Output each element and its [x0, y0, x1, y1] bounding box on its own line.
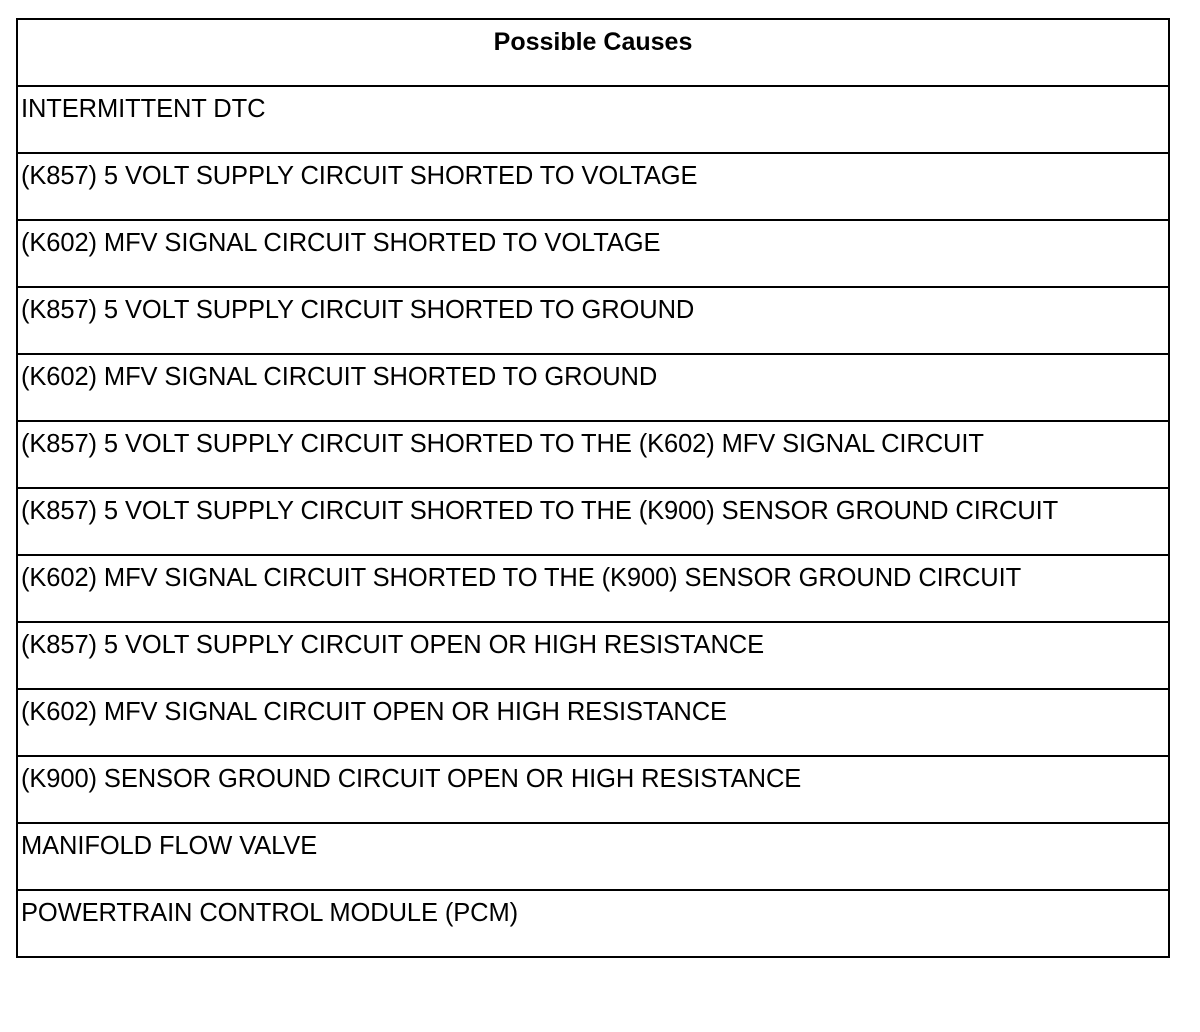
table-row [17, 421, 1169, 488]
table-row [17, 823, 1169, 890]
table-row [17, 287, 1169, 354]
table-row [17, 689, 1169, 756]
table-cell [17, 153, 1169, 220]
table-cell [17, 555, 1169, 622]
cause-text: (K857) 5 VOLT SUPPLY CIRCUIT SHORTED TO GROUND [21, 296, 695, 324]
table-header [17, 19, 1169, 86]
table-cell [17, 287, 1169, 354]
table-row [17, 555, 1169, 622]
table-row [17, 354, 1169, 421]
table-row [17, 890, 1169, 957]
table-cell [17, 354, 1169, 421]
table-cell [17, 823, 1169, 890]
cause-text: (K602) MFV SIGNAL CIRCUIT OPEN OR HIGH RESISTANCE [21, 698, 727, 726]
header-row [17, 19, 1169, 86]
cause-text: MANIFOLD FLOW VALVE [21, 832, 318, 860]
cause-text: (K602) MFV SIGNAL CIRCUIT SHORTED TO GROUND [21, 363, 658, 391]
table-cell [17, 689, 1169, 756]
table-cell [17, 220, 1169, 287]
table-cell [17, 86, 1169, 153]
cause-text: (K857) 5 VOLT SUPPLY CIRCUIT OPEN OR HIGH RESISTANCE [21, 631, 764, 659]
table-body [17, 86, 1169, 957]
cause-text: (K602) MFV SIGNAL CIRCUIT SHORTED TO THE (K900) SENSOR GROUND CIRCUIT [21, 564, 1022, 592]
table-cell [17, 488, 1169, 555]
header-cell [17, 19, 1169, 86]
table-row [17, 220, 1169, 287]
cause-text: (K857) 5 VOLT SUPPLY CIRCUIT SHORTED TO VOLTAGE [21, 162, 698, 190]
cause-text: (K857) 5 VOLT SUPPLY CIRCUIT SHORTED TO THE (K602) MFV SIGNAL CIRCUIT [21, 430, 984, 458]
header-label: Possible Causes [493, 28, 693, 56]
table-row [17, 153, 1169, 220]
table-cell [17, 890, 1169, 957]
table-cell [17, 421, 1169, 488]
cause-text: (K602) MFV SIGNAL CIRCUIT SHORTED TO VOLTAGE [21, 229, 661, 257]
table-cell [17, 756, 1169, 823]
cause-text: (K857) 5 VOLT SUPPLY CIRCUIT SHORTED TO THE (K900) SENSOR GROUND CIRCUIT [21, 497, 1059, 525]
table-row [17, 756, 1169, 823]
table-row [17, 86, 1169, 153]
table-row [17, 488, 1169, 555]
cause-text: INTERMITTENT DTC [21, 95, 266, 123]
table-row [17, 622, 1169, 689]
table-cell [17, 622, 1169, 689]
possible-causes-table [16, 18, 1170, 958]
cause-text: (K900) SENSOR GROUND CIRCUIT OPEN OR HIGH RESISTANCE [21, 765, 802, 793]
cause-text: POWERTRAIN CONTROL MODULE (PCM) [21, 899, 519, 927]
